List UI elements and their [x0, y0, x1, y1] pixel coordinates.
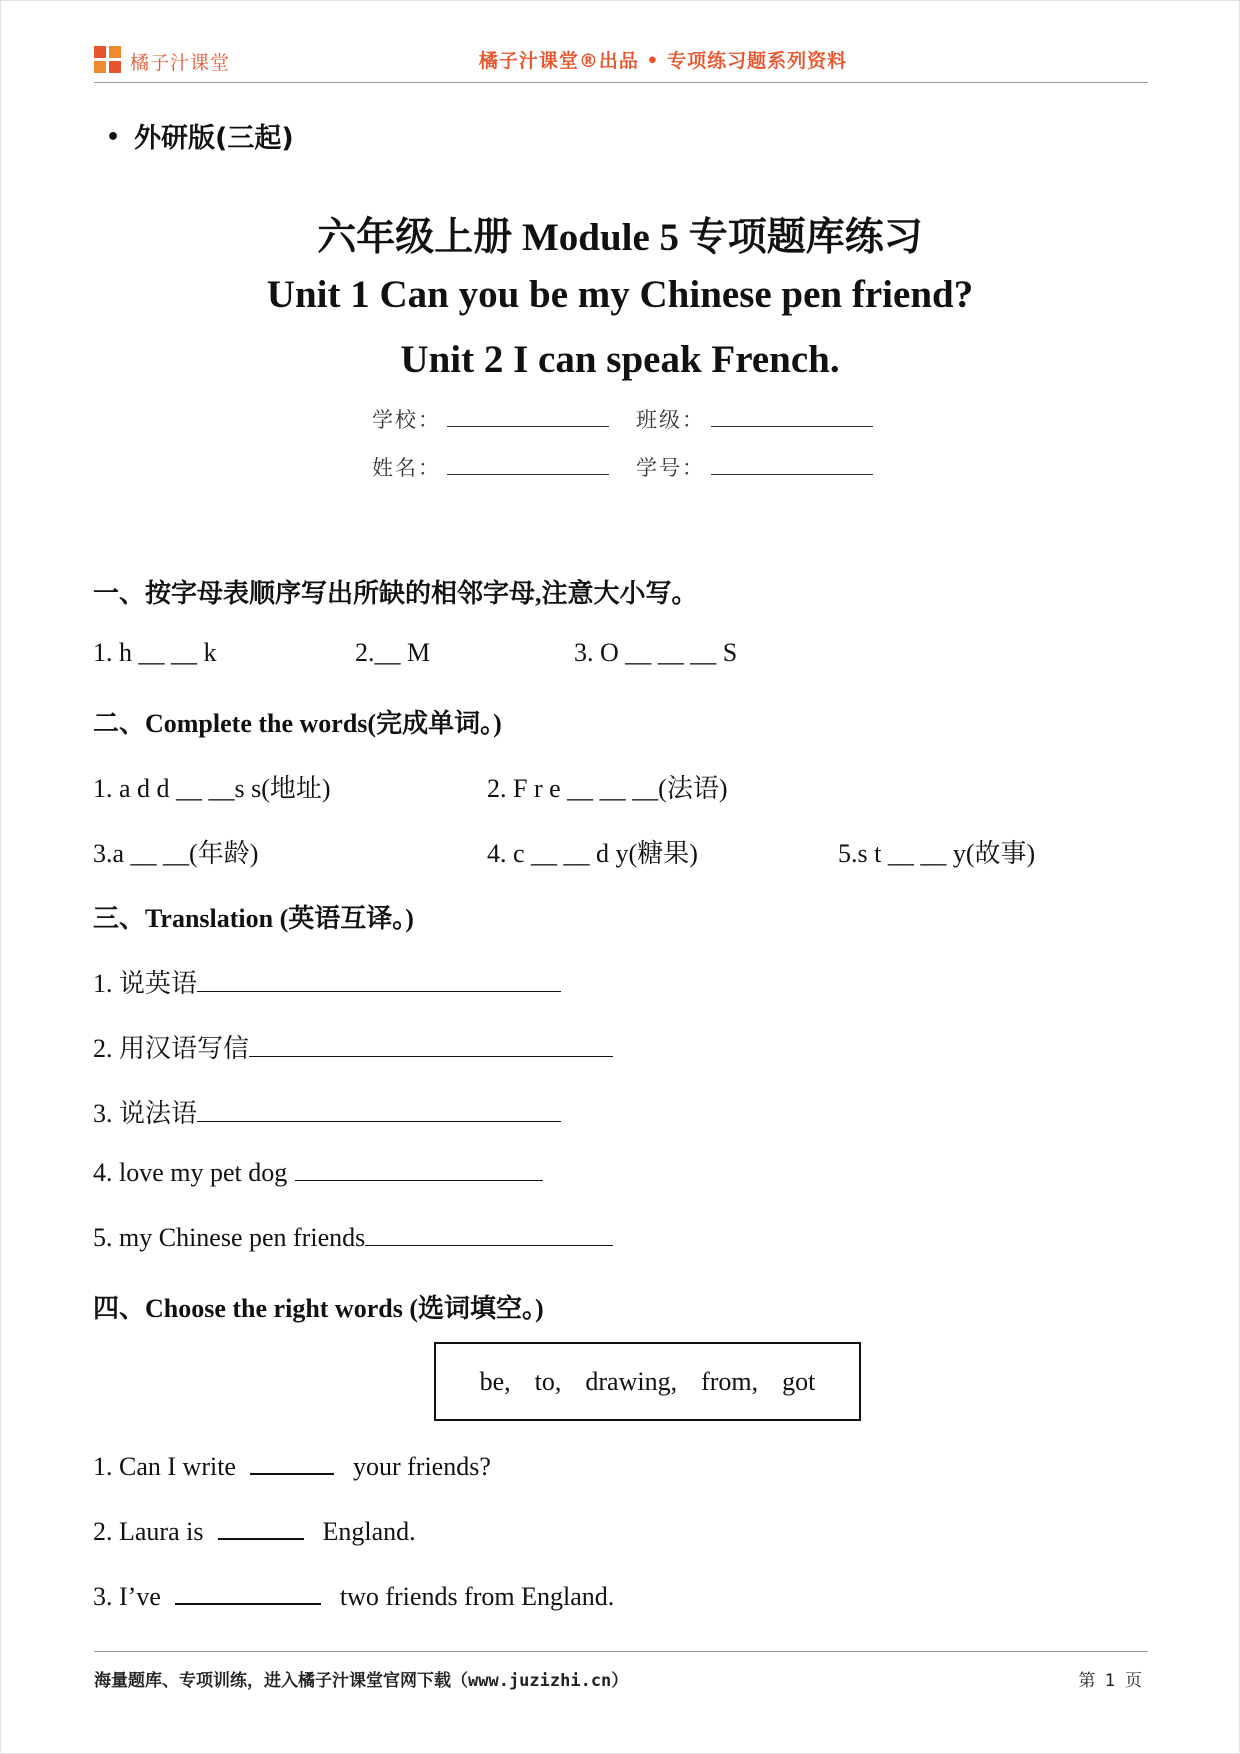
section4-item-3-after: two friends from England.: [339, 1582, 615, 1611]
section1-heading: 一、按字母表顺序写出所缺的相邻字母,注意大小写。: [93, 579, 698, 608]
page-number: 第 1 页: [1078, 1671, 1144, 1691]
section4-item-2-after: England.: [322, 1517, 416, 1546]
number-field: [636, 452, 873, 482]
answer-blank[interactable]: [365, 1223, 613, 1246]
answer-blank[interactable]: [218, 1516, 304, 1540]
section3-item-4-text: 4. love my pet dog: [93, 1158, 288, 1187]
section3-item-2-text: 2. 用汉语写信: [93, 1034, 250, 1063]
word-bank-word: from,: [701, 1366, 759, 1396]
section1-item-3: 3. O __ __ __ S: [574, 638, 738, 667]
section4-item-1-after: your friends?: [352, 1452, 491, 1481]
school-field: [372, 404, 609, 434]
name-blank[interactable]: [447, 456, 609, 475]
word-bank-box: [434, 1342, 861, 1421]
logo-text: 橘子汁课堂: [130, 51, 231, 74]
name-field: [372, 452, 609, 482]
section4-item-2-before: 2. Laura is: [93, 1517, 204, 1546]
section4-item-1-before: 1. Can I write: [93, 1452, 236, 1481]
section3-item-4: [93, 1158, 543, 1188]
school-blank[interactable]: [447, 408, 609, 427]
section2-item-3: 3.a __ __(年龄): [93, 839, 259, 868]
logo-squares-icon: [94, 46, 124, 76]
answer-blank[interactable]: [250, 1451, 334, 1475]
page-header: [94, 42, 1148, 83]
footer-text: 海量题库、专项训练，进入橘子汁课堂官网下载（www.juzizhi.cn）: [94, 1671, 629, 1691]
section3-item-5-text: 5. my Chinese pen friends: [93, 1223, 366, 1252]
answer-blank[interactable]: [295, 1158, 543, 1181]
answer-blank[interactable]: [175, 1581, 321, 1605]
section3-item-3-text: 3. 说法语: [93, 1099, 198, 1128]
edition-label: [106, 116, 294, 155]
answer-blank[interactable]: [249, 1034, 613, 1057]
word-bank-word: to,: [534, 1366, 562, 1396]
section4-heading: 四、Choose the right words (选词填空。): [93, 1294, 544, 1323]
section2-item-4: 4. c __ __ d y(糖果): [487, 839, 698, 868]
word-bank-word: be,: [479, 1366, 511, 1396]
unit2-title: Unit 2 I can speak French.: [400, 338, 840, 381]
section2-heading: 二、Complete the words(完成单词。): [93, 709, 502, 738]
section2-item-5: 5.s t __ __ y(故事): [838, 839, 1036, 868]
section1-item-1: 1. h __ __ k: [93, 638, 217, 667]
word-bank-word: got: [782, 1366, 816, 1396]
section3-heading: 三、Translation (英语互译。): [93, 904, 414, 933]
answer-blank[interactable]: [197, 969, 561, 992]
class-field: [636, 404, 873, 434]
school-label: 学校：: [372, 408, 441, 432]
section4-item-1: [93, 1451, 491, 1482]
section3-item-2: [93, 1028, 613, 1065]
brand-logo: [94, 46, 230, 76]
section1-item-2: 2.__ M: [355, 638, 431, 667]
main-title: 六年级上册 Module 5 专项题库练习: [317, 216, 923, 259]
section2-item-2: 2. F r e __ __ __(法语): [487, 774, 728, 803]
section3-item-1-text: 1. 说英语: [93, 969, 198, 998]
page-footer: [94, 1651, 1148, 1692]
section4-item-3: [93, 1581, 614, 1612]
header-title: 橘子汁课堂®出品 • 专项练习题系列资料: [478, 50, 848, 72]
number-label: 学号：: [636, 456, 705, 480]
word-bank-word: drawing,: [585, 1366, 678, 1396]
bullet: •: [106, 125, 121, 150]
section4-item-2: [93, 1516, 416, 1547]
section3-item-1: [93, 963, 561, 1000]
section2-item-1: 1. a d d __ __s s(地址): [93, 774, 331, 803]
class-blank[interactable]: [711, 408, 873, 427]
answer-blank[interactable]: [197, 1099, 561, 1122]
section3-item-3: [93, 1093, 561, 1130]
number-blank[interactable]: [711, 456, 873, 475]
edition-text: 外研版(三起): [134, 123, 294, 154]
unit1-title: Unit 1 Can you be my Chinese pen friend?: [266, 273, 974, 316]
section4-item-3-before: 3. I’ve: [93, 1582, 161, 1611]
section3-item-5: [93, 1223, 613, 1253]
class-label: 班级：: [636, 408, 705, 432]
name-label: 姓名：: [372, 456, 441, 480]
